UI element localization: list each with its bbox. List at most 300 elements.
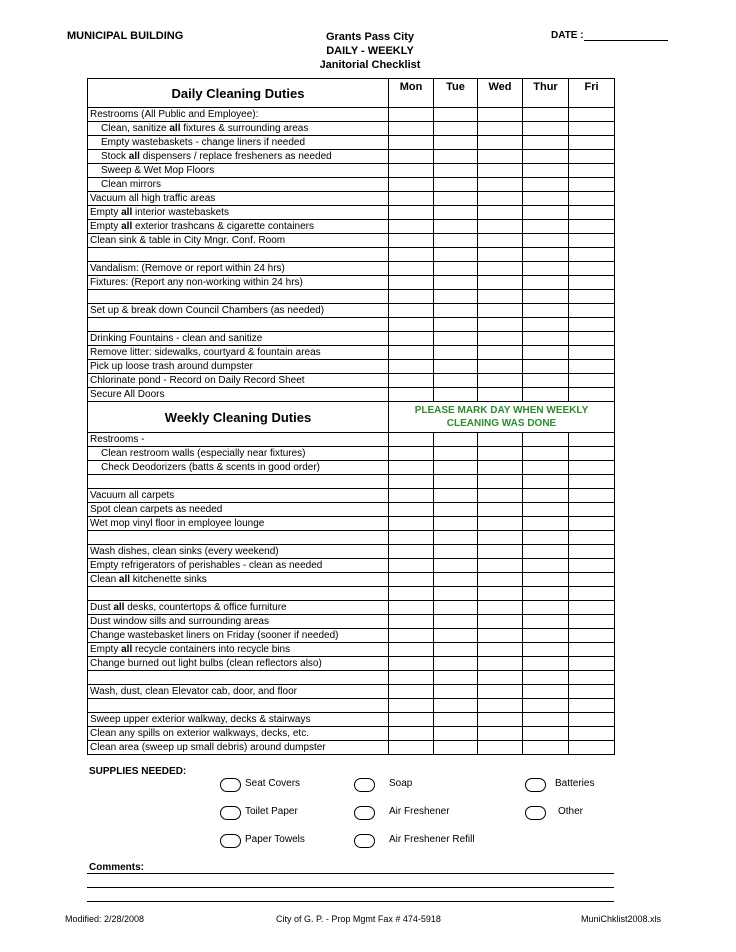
task-cell <box>88 531 389 545</box>
check-cell-mon[interactable] <box>389 108 434 122</box>
check-cell-fri[interactable] <box>569 433 615 447</box>
comment-line[interactable] <box>87 887 614 888</box>
weekly-section-title: Weekly Cleaning Duties <box>88 402 389 433</box>
check-cell-tue[interactable] <box>434 290 478 304</box>
check-cell-fri[interactable] <box>569 346 615 360</box>
check-cell-fri[interactable] <box>569 150 615 164</box>
check-cell-tue[interactable] <box>434 122 478 136</box>
check-cell-tue[interactable] <box>434 587 478 601</box>
task-text: Sweep & Wet Mop Floors <box>101 165 215 176</box>
task-cell <box>88 332 389 346</box>
check-cell-mon[interactable] <box>389 304 434 318</box>
check-cell-wed[interactable] <box>478 615 523 629</box>
header-frequency: DAILY - WEEKLY <box>326 45 414 57</box>
supply-label-toilet-paper: Toilet Paper <box>245 806 298 817</box>
check-cell-fri[interactable] <box>569 587 615 601</box>
check-cell-fri[interactable] <box>569 318 615 332</box>
check-cell-fri[interactable] <box>569 657 615 671</box>
check-cell-thur[interactable] <box>523 503 569 517</box>
check-cell-fri[interactable] <box>569 332 615 346</box>
check-cell-fri[interactable] <box>569 671 615 685</box>
check-cell-tue[interactable] <box>434 559 478 573</box>
check-cell-thur[interactable] <box>523 629 569 643</box>
check-cell-tue[interactable] <box>434 276 478 290</box>
check-cell-mon[interactable] <box>389 475 434 489</box>
check-cell-thur[interactable] <box>523 531 569 545</box>
table-row <box>88 332 615 346</box>
task-text-bold: all <box>121 221 133 232</box>
check-cell-mon[interactable] <box>389 657 434 671</box>
check-cell-wed[interactable] <box>478 318 523 332</box>
check-cell-thur[interactable] <box>523 276 569 290</box>
check-cell-wed[interactable] <box>478 559 523 573</box>
check-cell-tue[interactable] <box>434 447 478 461</box>
check-cell-tue[interactable] <box>434 433 478 447</box>
supply-label-batteries: Batteries <box>555 778 595 789</box>
check-cell-tue[interactable] <box>434 657 478 671</box>
check-cell-wed[interactable] <box>478 276 523 290</box>
check-cell-wed[interactable] <box>478 503 523 517</box>
check-cell-fri[interactable] <box>569 503 615 517</box>
check-cell-fri[interactable] <box>569 741 615 755</box>
check-cell-wed[interactable] <box>478 685 523 699</box>
check-cell-tue[interactable] <box>434 304 478 318</box>
check-cell-fri[interactable] <box>569 290 615 304</box>
check-cell-fri[interactable] <box>569 713 615 727</box>
check-cell-wed[interactable] <box>478 164 523 178</box>
check-cell-tue[interactable] <box>434 108 478 122</box>
check-cell-tue[interactable] <box>434 699 478 713</box>
check-cell-mon[interactable] <box>389 164 434 178</box>
comment-line[interactable] <box>87 901 614 902</box>
check-cell-fri[interactable] <box>569 206 615 220</box>
check-cell-wed[interactable] <box>478 433 523 447</box>
checkbox-air-freshener-refill[interactable] <box>354 834 375 848</box>
check-cell-thur[interactable] <box>523 192 569 206</box>
table-row <box>88 531 615 545</box>
check-cell-mon[interactable] <box>389 192 434 206</box>
task-cell <box>88 741 389 755</box>
check-cell-mon[interactable] <box>389 741 434 755</box>
check-cell-thur[interactable] <box>523 559 569 573</box>
check-cell-thur[interactable] <box>523 374 569 388</box>
check-cell-tue[interactable] <box>434 388 478 402</box>
check-cell-fri[interactable] <box>569 136 615 150</box>
check-cell-wed[interactable] <box>478 671 523 685</box>
check-cell-fri[interactable] <box>569 699 615 713</box>
check-cell-mon[interactable] <box>389 629 434 643</box>
check-cell-mon[interactable] <box>389 643 434 657</box>
check-cell-mon[interactable] <box>389 489 434 503</box>
check-cell-wed[interactable] <box>478 332 523 346</box>
check-cell-tue[interactable] <box>434 248 478 262</box>
check-cell-thur[interactable] <box>523 713 569 727</box>
day-header-mon: Mon <box>389 79 434 108</box>
check-cell-tue[interactable] <box>434 150 478 164</box>
check-cell-thur[interactable] <box>523 545 569 559</box>
supply-label-air-freshener: Air Freshener <box>389 806 450 817</box>
check-cell-mon[interactable] <box>389 615 434 629</box>
task-text: dispensers / replace fresheners as needed <box>139 151 332 162</box>
checkbox-paper-towels[interactable] <box>220 834 241 848</box>
check-cell-thur[interactable] <box>523 741 569 755</box>
check-cell-mon[interactable] <box>389 699 434 713</box>
check-cell-tue[interactable] <box>434 206 478 220</box>
table-row <box>88 164 615 178</box>
check-cell-wed[interactable] <box>478 573 523 587</box>
check-cell-wed[interactable] <box>478 346 523 360</box>
check-cell-fri[interactable] <box>569 262 615 276</box>
check-cell-thur[interactable] <box>523 150 569 164</box>
check-cell-thur[interactable] <box>523 447 569 461</box>
task-text: Restrooms (All Public and Employee): <box>90 109 259 120</box>
check-cell-wed[interactable] <box>478 601 523 615</box>
check-cell-mon[interactable] <box>389 601 434 615</box>
check-cell-tue[interactable] <box>434 545 478 559</box>
check-cell-wed[interactable] <box>478 122 523 136</box>
check-cell-thur[interactable] <box>523 122 569 136</box>
check-cell-mon[interactable] <box>389 332 434 346</box>
check-cell-fri[interactable] <box>569 517 615 531</box>
check-cell-wed[interactable] <box>478 489 523 503</box>
check-cell-mon[interactable] <box>389 671 434 685</box>
checkbox-soap[interactable] <box>354 778 375 792</box>
task-text-bold: all <box>118 574 131 585</box>
check-cell-fri[interactable] <box>569 545 615 559</box>
check-cell-tue[interactable] <box>434 503 478 517</box>
date-field[interactable] <box>551 30 668 41</box>
check-cell-mon[interactable] <box>389 374 434 388</box>
check-cell-thur[interactable] <box>523 136 569 150</box>
check-cell-tue[interactable] <box>434 220 478 234</box>
check-cell-fri[interactable] <box>569 178 615 192</box>
checkbox-air-freshener[interactable] <box>354 806 375 820</box>
check-cell-tue[interactable] <box>434 685 478 699</box>
day-header-thur: Thur <box>523 79 569 108</box>
check-cell-tue[interactable] <box>434 318 478 332</box>
check-cell-fri[interactable] <box>569 220 615 234</box>
check-cell-tue[interactable] <box>434 192 478 206</box>
check-cell-tue[interactable] <box>434 332 478 346</box>
check-cell-wed[interactable] <box>478 220 523 234</box>
check-cell-mon[interactable] <box>389 727 434 741</box>
check-cell-mon[interactable] <box>389 531 434 545</box>
check-cell-thur[interactable] <box>523 573 569 587</box>
task-text: Vacuum all carpets <box>90 490 175 501</box>
check-cell-fri[interactable] <box>569 475 615 489</box>
check-cell-wed[interactable] <box>478 657 523 671</box>
task-text: Stock <box>101 151 129 162</box>
table-row <box>88 601 615 615</box>
check-cell-mon[interactable] <box>389 713 434 727</box>
check-cell-wed[interactable] <box>478 388 523 402</box>
check-cell-tue[interactable] <box>434 178 478 192</box>
check-cell-mon[interactable] <box>389 573 434 587</box>
task-text-bold: all <box>121 207 133 218</box>
check-cell-tue[interactable] <box>434 629 478 643</box>
check-cell-mon[interactable] <box>389 360 434 374</box>
task-text: Clean any spills on exterior walkways, decks, etc. <box>90 728 309 739</box>
check-cell-mon[interactable] <box>389 122 434 136</box>
check-cell-wed[interactable] <box>478 475 523 489</box>
footer-modified: Modified: 2/28/2008 <box>65 914 145 924</box>
check-cell-mon[interactable] <box>389 685 434 699</box>
checkbox-toilet-paper[interactable] <box>220 806 241 820</box>
check-cell-fri[interactable] <box>569 192 615 206</box>
check-cell-thur[interactable] <box>523 346 569 360</box>
check-cell-fri[interactable] <box>569 122 615 136</box>
table-row <box>88 248 615 262</box>
check-cell-fri[interactable] <box>569 108 615 122</box>
check-cell-mon[interactable] <box>389 503 434 517</box>
check-cell-thur[interactable] <box>523 727 569 741</box>
check-cell-wed[interactable] <box>478 360 523 374</box>
check-cell-mon[interactable] <box>389 220 434 234</box>
check-cell-tue[interactable] <box>434 346 478 360</box>
supply-label-soap: Soap <box>389 778 413 789</box>
check-cell-mon[interactable] <box>389 447 434 461</box>
check-cell-thur[interactable] <box>523 388 569 402</box>
task-cell <box>88 206 389 220</box>
check-cell-wed[interactable] <box>478 727 523 741</box>
task-text: Spot clean carpets as needed <box>90 504 223 515</box>
check-cell-mon[interactable] <box>389 150 434 164</box>
check-cell-wed[interactable] <box>478 248 523 262</box>
check-cell-fri[interactable] <box>569 388 615 402</box>
task-text: Dust window sills and surrounding areas <box>90 616 269 627</box>
check-cell-fri[interactable] <box>569 164 615 178</box>
date-input-line[interactable] <box>584 31 668 41</box>
check-cell-fri[interactable] <box>569 489 615 503</box>
check-cell-thur[interactable] <box>523 433 569 447</box>
task-cell <box>88 388 389 402</box>
check-cell-mon[interactable] <box>389 346 434 360</box>
check-cell-thur[interactable] <box>523 332 569 346</box>
task-cell <box>88 629 389 643</box>
check-cell-tue[interactable] <box>434 475 478 489</box>
check-cell-mon[interactable] <box>389 318 434 332</box>
check-cell-tue[interactable] <box>434 262 478 276</box>
check-cell-fri[interactable] <box>569 601 615 615</box>
task-text: Set up & break down Council Chambers (as needed) <box>90 305 325 316</box>
task-cell <box>88 643 389 657</box>
task-cell <box>88 489 389 503</box>
task-cell <box>88 122 389 136</box>
check-cell-wed[interactable] <box>478 741 523 755</box>
task-text: Empty <box>90 207 122 218</box>
check-cell-wed[interactable] <box>478 262 523 276</box>
check-cell-wed[interactable] <box>478 150 523 164</box>
check-cell-thur[interactable] <box>523 206 569 220</box>
task-cell <box>88 374 389 388</box>
check-cell-thur[interactable] <box>523 517 569 531</box>
check-cell-tue[interactable] <box>434 643 478 657</box>
task-text: recycle containers into recycle bins <box>132 644 291 655</box>
task-text: interior wastebaskets <box>132 207 229 218</box>
check-cell-wed[interactable] <box>478 108 523 122</box>
check-cell-mon[interactable] <box>389 276 434 290</box>
check-cell-thur[interactable] <box>523 671 569 685</box>
check-cell-thur[interactable] <box>523 234 569 248</box>
check-cell-mon[interactable] <box>389 461 434 475</box>
table-row <box>88 657 615 671</box>
check-cell-mon[interactable] <box>389 388 434 402</box>
check-cell-thur[interactable] <box>523 164 569 178</box>
check-cell-wed[interactable] <box>478 643 523 657</box>
task-text-bold: all <box>128 151 140 162</box>
check-cell-thur[interactable] <box>523 178 569 192</box>
task-text: kitchenette sinks <box>130 574 207 585</box>
check-cell-thur[interactable] <box>523 475 569 489</box>
check-cell-mon[interactable] <box>389 136 434 150</box>
checkbox-other[interactable] <box>525 806 546 820</box>
table-row <box>88 304 615 318</box>
task-text: Clean <box>90 574 119 585</box>
check-cell-thur[interactable] <box>523 489 569 503</box>
check-cell-tue[interactable] <box>434 601 478 615</box>
check-cell-wed[interactable] <box>478 234 523 248</box>
task-text: desks, countertops & office furniture <box>124 602 287 613</box>
task-cell <box>88 699 389 713</box>
check-cell-fri[interactable] <box>569 248 615 262</box>
check-cell-fri[interactable] <box>569 531 615 545</box>
task-cell <box>88 447 389 461</box>
task-text: Vacuum all high traffic areas <box>90 193 216 204</box>
check-cell-wed[interactable] <box>478 178 523 192</box>
check-cell-fri[interactable] <box>569 559 615 573</box>
check-cell-wed[interactable] <box>478 447 523 461</box>
check-cell-wed[interactable] <box>478 290 523 304</box>
check-cell-mon[interactable] <box>389 559 434 573</box>
check-cell-tue[interactable] <box>434 234 478 248</box>
check-cell-fri[interactable] <box>569 360 615 374</box>
check-cell-fri[interactable] <box>569 461 615 475</box>
check-cell-thur[interactable] <box>523 601 569 615</box>
check-cell-wed[interactable] <box>478 629 523 643</box>
task-cell <box>88 685 389 699</box>
check-cell-thur[interactable] <box>523 304 569 318</box>
check-cell-fri[interactable] <box>569 276 615 290</box>
check-cell-tue[interactable] <box>434 573 478 587</box>
check-cell-wed[interactable] <box>478 374 523 388</box>
task-text: Empty <box>90 644 122 655</box>
check-cell-mon[interactable] <box>389 262 434 276</box>
check-cell-thur[interactable] <box>523 318 569 332</box>
check-cell-tue[interactable] <box>434 531 478 545</box>
check-cell-thur[interactable] <box>523 220 569 234</box>
table-row <box>88 713 615 727</box>
check-cell-thur[interactable] <box>523 360 569 374</box>
check-cell-tue[interactable] <box>434 671 478 685</box>
check-cell-mon[interactable] <box>389 433 434 447</box>
check-cell-tue[interactable] <box>434 741 478 755</box>
check-cell-mon[interactable] <box>389 178 434 192</box>
check-cell-thur[interactable] <box>523 248 569 262</box>
checkbox-seat-covers[interactable] <box>220 778 241 792</box>
check-cell-fri[interactable] <box>569 643 615 657</box>
date-label: DATE : <box>551 30 584 41</box>
day-header-fri: Fri <box>569 79 615 108</box>
check-cell-mon[interactable] <box>389 206 434 220</box>
check-cell-tue[interactable] <box>434 489 478 503</box>
check-cell-tue[interactable] <box>434 360 478 374</box>
supply-label-paper-towels: Paper Towels <box>245 834 305 845</box>
check-cell-wed[interactable] <box>478 545 523 559</box>
day-header-wed: Wed <box>478 79 523 108</box>
check-cell-wed[interactable] <box>478 461 523 475</box>
check-cell-mon[interactable] <box>389 290 434 304</box>
check-cell-tue[interactable] <box>434 136 478 150</box>
check-cell-tue[interactable] <box>434 164 478 178</box>
check-cell-thur[interactable] <box>523 108 569 122</box>
task-cell <box>88 475 389 489</box>
check-cell-fri[interactable] <box>569 629 615 643</box>
check-cell-thur[interactable] <box>523 699 569 713</box>
check-cell-thur[interactable] <box>523 262 569 276</box>
check-cell-thur[interactable] <box>523 657 569 671</box>
task-text: exterior trashcans & cigarette containers <box>132 221 315 232</box>
check-cell-fri[interactable] <box>569 685 615 699</box>
check-cell-wed[interactable] <box>478 304 523 318</box>
task-cell <box>88 136 389 150</box>
check-cell-thur[interactable] <box>523 643 569 657</box>
check-cell-fri[interactable] <box>569 304 615 318</box>
check-cell-mon[interactable] <box>389 234 434 248</box>
table-row <box>88 671 615 685</box>
check-cell-tue[interactable] <box>434 615 478 629</box>
check-cell-tue[interactable] <box>434 727 478 741</box>
footer-filename: MuniChklist2008.xls <box>581 914 662 924</box>
check-cell-fri[interactable] <box>569 234 615 248</box>
table-row <box>88 318 615 332</box>
check-cell-fri[interactable] <box>569 615 615 629</box>
check-cell-wed[interactable] <box>478 713 523 727</box>
table-row <box>88 699 615 713</box>
check-cell-wed[interactable] <box>478 587 523 601</box>
check-cell-wed[interactable] <box>478 699 523 713</box>
task-cell <box>88 503 389 517</box>
check-cell-tue[interactable] <box>434 374 478 388</box>
comment-line[interactable] <box>87 873 614 874</box>
task-text: Wash dishes, clean sinks (every weekend) <box>90 546 279 557</box>
task-text: Empty refrigerators of perishables - clean as needed <box>90 560 323 571</box>
check-cell-fri[interactable] <box>569 447 615 461</box>
check-cell-thur[interactable] <box>523 587 569 601</box>
check-cell-thur[interactable] <box>523 290 569 304</box>
check-cell-wed[interactable] <box>478 136 523 150</box>
check-cell-mon[interactable] <box>389 248 434 262</box>
check-cell-fri[interactable] <box>569 573 615 587</box>
table-row <box>88 559 615 573</box>
weekly-header-row <box>88 402 615 433</box>
check-cell-tue[interactable] <box>434 461 478 475</box>
check-cell-mon[interactable] <box>389 517 434 531</box>
check-cell-fri[interactable] <box>569 374 615 388</box>
check-cell-tue[interactable] <box>434 713 478 727</box>
check-cell-thur[interactable] <box>523 461 569 475</box>
check-cell-thur[interactable] <box>523 615 569 629</box>
check-cell-wed[interactable] <box>478 517 523 531</box>
check-cell-thur[interactable] <box>523 685 569 699</box>
check-cell-mon[interactable] <box>389 587 434 601</box>
check-cell-mon[interactable] <box>389 545 434 559</box>
check-cell-wed[interactable] <box>478 192 523 206</box>
check-cell-fri[interactable] <box>569 727 615 741</box>
checkbox-batteries[interactable] <box>525 778 546 792</box>
check-cell-wed[interactable] <box>478 531 523 545</box>
check-cell-tue[interactable] <box>434 517 478 531</box>
check-cell-wed[interactable] <box>478 206 523 220</box>
